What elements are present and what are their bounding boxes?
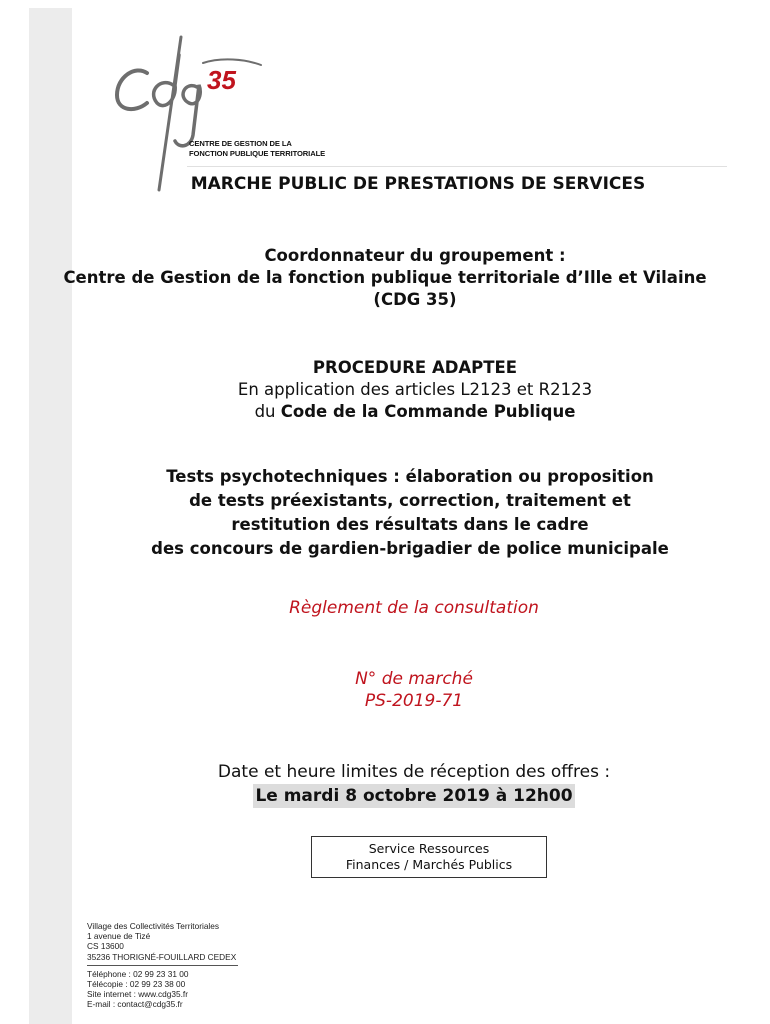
subject-line4: des concours de gardien-brigadier de police municipale bbox=[151, 539, 669, 558]
header-divider bbox=[187, 166, 727, 167]
procedure-articles: En application des articles L2123 et R2123 bbox=[237, 380, 593, 399]
document-title: MARCHE PUBLIC DE PRESTATIONS DE SERVICES bbox=[190, 174, 646, 194]
svg-text:35: 35 bbox=[207, 65, 236, 95]
address-block bbox=[87, 921, 238, 1010]
subject-line3: restitution des résultats dans le cadre bbox=[231, 515, 589, 534]
coordinator-block bbox=[0, 245, 770, 311]
address-line4: 35236 THORIGNÉ-FOUILLARD CEDEX bbox=[87, 951, 237, 962]
deadline-value: Le mardi 8 octobre 2019 à 12h00 bbox=[255, 786, 573, 806]
address-line3: CS 13600 bbox=[87, 941, 124, 952]
subject-block bbox=[0, 465, 770, 561]
reglement-title: Règlement de la consultation bbox=[289, 598, 539, 618]
service-line2: Finances / Marchés Publics bbox=[345, 857, 513, 872]
marche-label: N° de marché bbox=[355, 669, 473, 689]
deadline-block bbox=[0, 760, 770, 808]
address-web: Site internet : www.cdg35.fr bbox=[87, 989, 188, 1000]
subject-line1: Tests psychotechniques : élaboration ou proposition bbox=[166, 467, 654, 486]
marche-block bbox=[0, 668, 770, 712]
address-fax: Télécopie : 02 99 23 38 00 bbox=[87, 979, 186, 990]
address-email: E-mail : contact@cdg35.fr bbox=[87, 999, 183, 1010]
subject-line2: de tests préexistants, correction, traitement et bbox=[189, 491, 631, 510]
procedure-block bbox=[0, 357, 770, 423]
coordinator-acronym: (CDG 35) bbox=[373, 290, 457, 309]
logo-caption bbox=[189, 139, 325, 159]
address-divider bbox=[87, 965, 238, 966]
procedure-heading: PROCEDURE ADAPTEE bbox=[312, 358, 518, 377]
logo-caption-line1: CENTRE DE GESTION DE LA bbox=[189, 139, 292, 148]
service-line1: Service Ressources bbox=[368, 841, 490, 856]
logo-caption-line2: FONCTION PUBLIQUE TERRITORIALE bbox=[189, 149, 326, 158]
marche-number: PS-2019-71 bbox=[364, 691, 464, 711]
coordinator-label: Coordonnateur du groupement : bbox=[264, 246, 566, 265]
address-line2: 1 avenue de Tizé bbox=[87, 931, 151, 942]
deadline-label: Date et heure limites de réception des offres : bbox=[217, 762, 611, 782]
procedure-code-prefix: du bbox=[254, 402, 281, 421]
address-phone: Téléphone : 02 99 23 31 00 bbox=[87, 968, 189, 979]
cdg35-logo bbox=[95, 25, 275, 195]
procedure-code-name: Code de la Commande Publique bbox=[280, 402, 576, 421]
address-line1: Village des Collectivités Territoriales bbox=[87, 921, 220, 931]
coordinator-name: Centre de Gestion de la fonction publique territoriale d’Ille et Vilaine bbox=[63, 268, 707, 287]
procedure-code bbox=[0, 401, 770, 423]
service-box bbox=[311, 836, 547, 878]
